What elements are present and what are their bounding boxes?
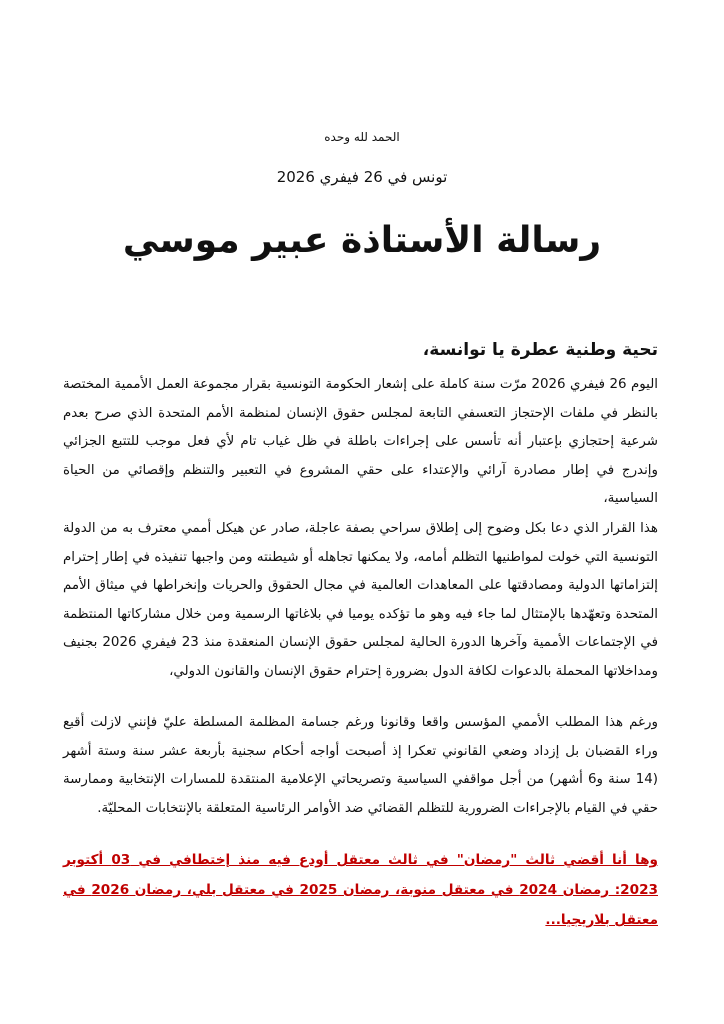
letter-title: رسالة الأستاذة عبير موسي — [122, 220, 602, 261]
invocation-line: الحمد لله وحده — [324, 130, 400, 144]
paragraph-3: ورغم هذا المطلب الأممي المؤسس واقعا وقانونا ورغم جسامة المظلمة المسلطة عليّ فإنني لازلت أقبع وراء القضبان بل إزداد وضعي القانوني تعكرا إذ أصبحت أواجه أحكام سجنية بأربعة عشر سنة وستة أشهر (14 سنة و6 أشهر) من أجل مواقفي السياسية وتصريحاتي الإعلامية المنتقدة للمسارات الإنتخابية وممارسة حقي في القيام بالإجراءات الضرورية للتظلم القضائي ضد الأوامر الرئاسية المتعلقة بالإنتخابات المحليّة. — [63, 715, 658, 816]
closing-highlight-paragraph: وها أنا أقضي ثالث "رمضان" في ثالث معتقل أودع فيه منذ إختطافي في 03 أكتوبر 2023: رمضان 2024 في معتقل منوبة، رمضان 2025 في معتقل بلي، رمضان 2026 في معتقل بلاريجيا... — [63, 852, 659, 928]
place-date-line: تونس في 26 فيفري 2026 — [276, 168, 448, 186]
greeting: تحية وطنية عطرة يا توانسة، — [422, 340, 658, 360]
paragraph-1: اليوم 26 فيفري 2026 مرّت سنة كاملة على إشعار الحكومة التونسية بقرار مجموعة العمل الأممية المختصة بالنظر في ملفات الإحتجاز التعسفي التابعة لمجلس حقوق الإنسان لمنظمة الأمم المتحدة الذي صرح بعدم شرعية إحتجازي بإعتبار أنه تأسس على إجراءات باطلة في ظل غياب تام لأي فعل موجب للتتبع الجزائي وإندرج في إطار مصادرة آرائي والإعتداء على حقي المشروع في التعبير والتنظم وإقصائي من الحياة السياسية، — [63, 377, 658, 506]
paragraph-2: هذا القرار الذي دعا بكل وضوح إلى إطلاق سراحي بصفة عاجلة، صادر عن هيكل أممي معترف به من الدولة التونسية التي خولت لمواطنيها التظلم أمامه، ولا يمكنها تجاهله أو شيطنته ومن واجبها تنفيذه في إطار إحترام إلتزاماتها الدولية ومصادقتها على المعاهدات العالمية في مجال الحقوق والحريات وإنخراطها في ميثاق الأمم المتحدة وتعهّدها بالإمتثال لما جاء فيه وهو ما تؤكده يوميا في بلاغاتها الرسمية ومن خلال مشاركاتها المنتظمة في الإجتماعات الأممية وآخرها الدورة الحالية لمجلس حقوق الإنسان المنعقدة منذ 23 فيفري 2026 بجنيف ومداخلاتها المحملة بالدعوات لكافة الدول بضرورة إحترام حقوق الإنسان والقانون الدولي، — [63, 521, 658, 679]
